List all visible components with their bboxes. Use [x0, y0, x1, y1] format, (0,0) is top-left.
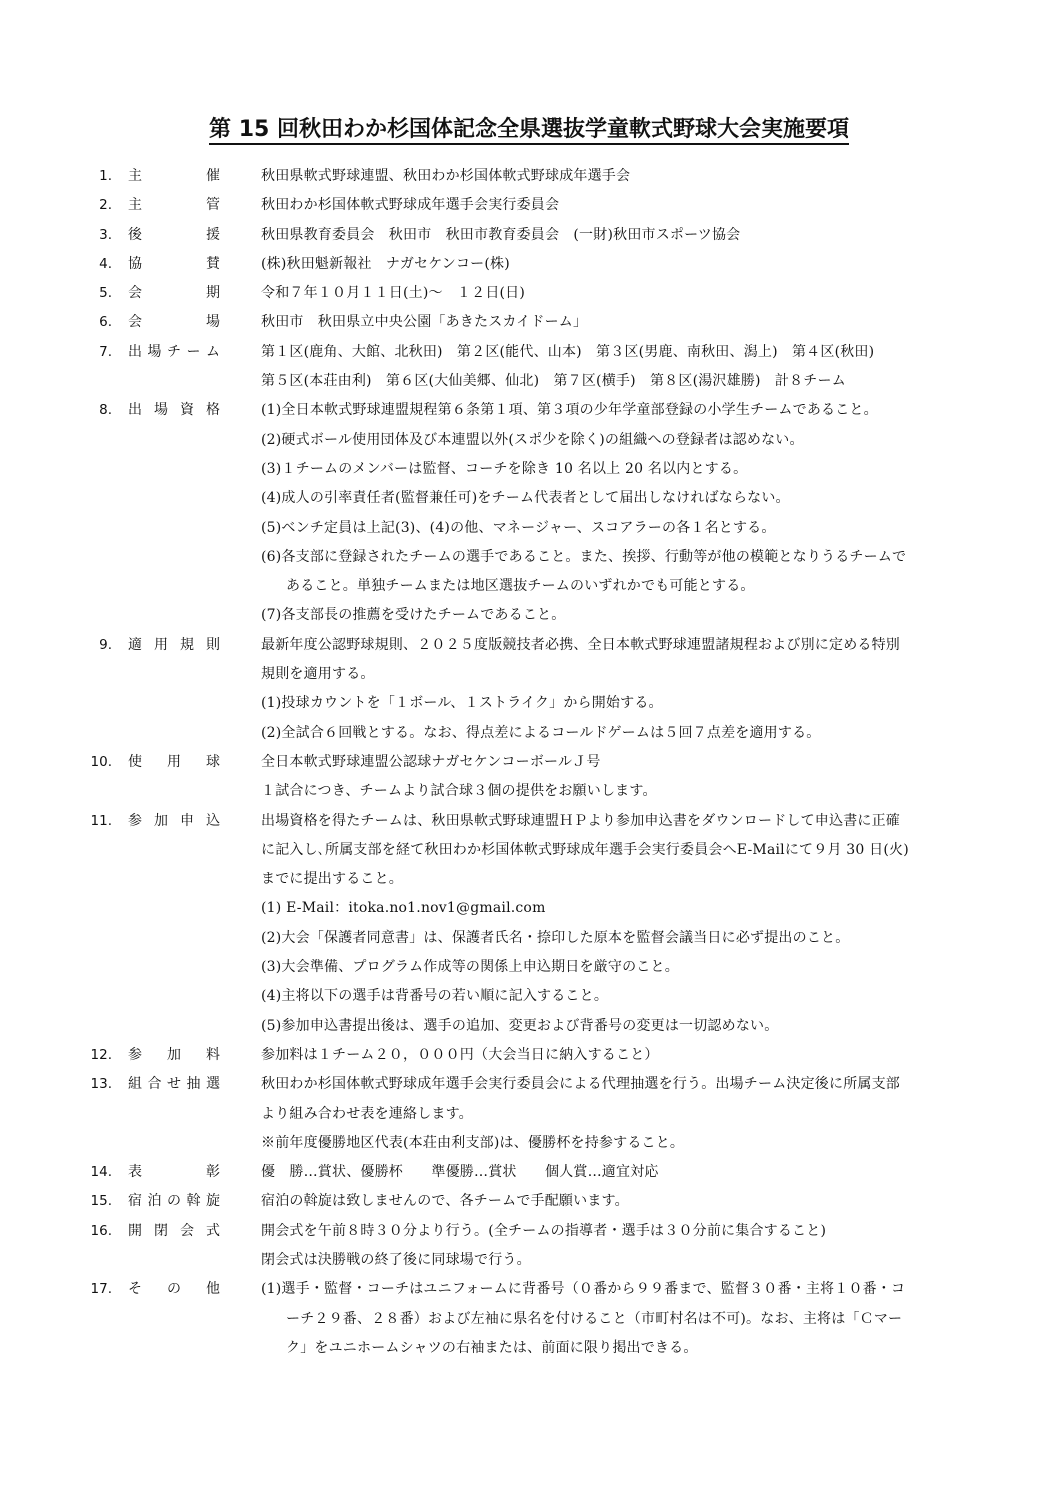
section-line: 秋田県教育委員会 秋田市 秋田市教育委員会 (一財)秋田市スポーツ協会: [261, 226, 741, 243]
section-number: 8.: [99, 402, 112, 419]
section-label: 宿泊の斡旋: [128, 1193, 220, 1210]
section-line: (2)硬式ボール使用団体及び本連盟以外(スポ少を除く)の組織への登録者は認めない。: [261, 431, 804, 448]
section-label: 主 管: [128, 197, 220, 214]
section-content: [261, 191, 991, 220]
section-number: 1.: [99, 168, 112, 184]
section-content: [261, 308, 991, 337]
section-line: あること。単独チームまたは地区選抜チームのいずれかでも可能とする。: [286, 578, 755, 595]
section-line: までに提出すること。: [261, 871, 403, 888]
section-label: 参加申込: [128, 812, 220, 829]
section-line: 開会式を午前８時３０分より行う。(全チームの指導者・選手は３０分前に集合すること): [261, 1222, 827, 1239]
section-line: (7)各支部長の推薦を受けたチームであること。: [261, 607, 566, 624]
section-number: 12.: [90, 1046, 112, 1063]
section-line: 秋田県軟式野球連盟、秋田わか杉国体軟式野球成年選手会: [261, 168, 631, 184]
section-content: [261, 162, 991, 191]
section-number: 15.: [90, 1193, 112, 1210]
section-item: [0, 250, 1058, 279]
section-number: 5.: [99, 285, 112, 302]
section-item: [0, 748, 1058, 807]
section-line: 規則を適用する。: [261, 666, 375, 683]
section-number: 3.: [99, 226, 112, 243]
section-content: [261, 338, 991, 397]
section-item: [0, 308, 1058, 337]
section-content: [261, 221, 991, 250]
section-number: 4.: [99, 255, 112, 272]
section-item: [0, 1187, 1058, 1216]
section-line: 最新年度公認野球規則、２０２５度版競技者必携、全日本軟式野球連盟諸規程および別に定める特別: [261, 636, 900, 653]
section-label: 使 用 球: [128, 753, 220, 770]
section-item: [0, 1158, 1058, 1187]
section-label: 会 期: [128, 285, 220, 302]
section-label: そ の 他: [128, 1281, 220, 1298]
section-line: ク」をユニホームシャツの右袖または、前面に限り掲出できる。: [286, 1339, 698, 1356]
section-line: (1)投球カウントを「１ボール、１ストライク」から開始する。: [261, 695, 663, 712]
section-content: [261, 250, 991, 279]
section-line: より組み合わせ表を連絡します。: [261, 1105, 473, 1122]
section-content: [261, 1187, 991, 1216]
section-number: 17.: [90, 1281, 112, 1298]
section-line: 第５区(本荘由利) 第６区(大仙美郷、仙北) 第７区(横手) 第８区(湯沢雄勝) 計８チーム: [261, 373, 846, 390]
section-item: [0, 162, 1058, 191]
section-content: [261, 807, 991, 1041]
section-line: (2)全試合６回戦とする。なお、得点差によるコールドゲームは５回７点差を適用する。: [261, 724, 821, 741]
section-list: [0, 162, 1058, 1363]
section-number: 11.: [90, 812, 112, 829]
section-line: (1)全日本軟式野球連盟規程第６条第１項、第３項の少年学童部登録の小学生チームであること。: [261, 402, 878, 419]
section-item: [0, 1070, 1058, 1158]
section-line: 秋田わか杉国体軟式野球成年選手会実行委員会: [261, 197, 560, 214]
section-line: 全日本軟式野球連盟公認球ナガセケンコーボールＪ号: [261, 753, 601, 770]
section-line: (3)大会準備、プログラム作成等の関係上申込期日を厳守のこと。: [261, 959, 679, 976]
section-number: 13.: [90, 1076, 112, 1093]
section-item: [0, 221, 1058, 250]
section-content: [261, 1275, 991, 1363]
section-line: 優 勝…賞状、優勝杯 準優勝…賞状 個人賞…適宜対応: [261, 1164, 659, 1181]
section-content: [261, 1070, 991, 1158]
section-number: 7.: [99, 343, 112, 360]
section-label: 適用規則: [128, 636, 220, 653]
section-item: [0, 1041, 1058, 1070]
section-line: 秋田市 秋田県立中央公園「あきたスカイドーム」: [261, 314, 588, 331]
section-line: (4)成人の引率責任者(監督兼任可)をチーム代表者として届出しなければならない。: [261, 490, 790, 507]
section-label: 開閉会式: [128, 1222, 220, 1239]
section-item: [0, 396, 1058, 630]
section-line: 令和７年１０月１１日(土)～ １２日(日): [261, 285, 526, 302]
section-line: 第１区(鹿角、大館、北秋田) 第２区(能代、山本) 第３区(男鹿、南秋田、潟上) 第４区(秋田): [261, 343, 875, 360]
section-line: ※前年度優勝地区代表(本荘由利支部)は、優勝杯を持参すること。: [261, 1134, 685, 1151]
section-label: 出場チーム: [128, 343, 220, 360]
section-item: [0, 338, 1058, 397]
section-line: (6)各支部に登録されたチームの選手であること。また、挨拶、行動等が他の模範となりうるチームで: [261, 548, 907, 565]
section-content: [261, 748, 991, 807]
section-content: [261, 1158, 991, 1187]
section-line: ーチ２９番、２８番）および左袖に県名を付けること（市町村名は不可)。なお、主将は「Ｃマー: [286, 1310, 903, 1327]
section-item: [0, 631, 1058, 748]
section-item: [0, 279, 1058, 308]
section-number: 9.: [99, 636, 112, 653]
section-number: 6.: [99, 314, 112, 331]
section-label: 組合せ抽選: [128, 1076, 220, 1093]
section-content: [261, 396, 991, 630]
section-line: 秋田わか杉国体軟式野球成年選手会実行委員会による代理抽選を行う。出場チーム決定後に所属支部: [261, 1076, 900, 1093]
document-title-text: 第 15 回秋田わか杉国体記念全県選抜学童軟式野球大会実施要項: [209, 117, 849, 145]
section-line: (2)大会「保護者同意書」は、保護者氏名・捺印した原本を監督会議当日に必ず提出のこと。: [261, 929, 850, 946]
section-number: 2.: [99, 197, 112, 214]
section-content: [261, 279, 991, 308]
section-line: １試合につき、チームより試合球３個の提供をお願いします。: [261, 783, 657, 800]
document-title: [0, 114, 1058, 146]
section-line: 閉会式は決勝戦の終了後に同球場で行う。: [261, 1251, 531, 1268]
section-line: (5)参加申込書提出後は、選手の追加、変更および背番号の変更は一切認めない。: [261, 1017, 779, 1034]
section-item: [0, 1275, 1058, 1363]
section-label: 参 加 料: [128, 1046, 220, 1063]
section-item: [0, 807, 1058, 1041]
section-line: (1) E-Mail：itoka.no1.nov1@gmail.com: [261, 900, 546, 917]
section-line: (5)ベンチ定員は上記(3)、(4)の他、マネージャー、スコアラーの各１名とする。: [261, 519, 776, 536]
section-line: (3)１チームのメンバーは監督、コーチを除き 10 名以上 20 名以内とする。: [261, 460, 748, 477]
section-item: [0, 191, 1058, 220]
section-label: 表 彰: [128, 1164, 220, 1181]
section-content: [261, 1217, 991, 1276]
section-line: に記入し､所属支部を経て秋田わか杉国体軟式野球成年選手会実行委員会へE-Mailにて９月 30 日(火): [261, 841, 909, 858]
section-line: 出場資格を得たチームは、秋田県軟式野球連盟ＨＰより参加申込書をダウンロードして申込書に正確: [261, 812, 900, 829]
section-number: 16.: [90, 1222, 112, 1239]
section-label: 協 賛: [128, 255, 220, 272]
section-label: 会 場: [128, 314, 220, 331]
section-line: 参加料は１チーム２０，０００円（大会当日に納入すること）: [261, 1046, 659, 1063]
section-label: 後 援: [128, 226, 220, 243]
section-label: 主 催: [128, 168, 220, 184]
section-content: [261, 1041, 991, 1070]
section-item: [0, 1217, 1058, 1276]
section-line: 宿泊の斡旋は致しませんので、各チームで手配願います。: [261, 1193, 629, 1210]
section-line: (株)秋田魁新報社 ナガセケンコー(株): [261, 255, 510, 272]
section-content: [261, 631, 991, 748]
section-label: 出場資格: [128, 402, 220, 419]
section-number: 10.: [90, 753, 112, 770]
section-line: (4)主将以下の選手は背番号の若い順に記入すること。: [261, 988, 609, 1005]
section-number: 14.: [90, 1164, 112, 1181]
section-line: (1)選手・監督・コーチはユニフォームに背番号（０番から９９番まで、監督３０番・主将１０番・コ: [261, 1281, 906, 1298]
